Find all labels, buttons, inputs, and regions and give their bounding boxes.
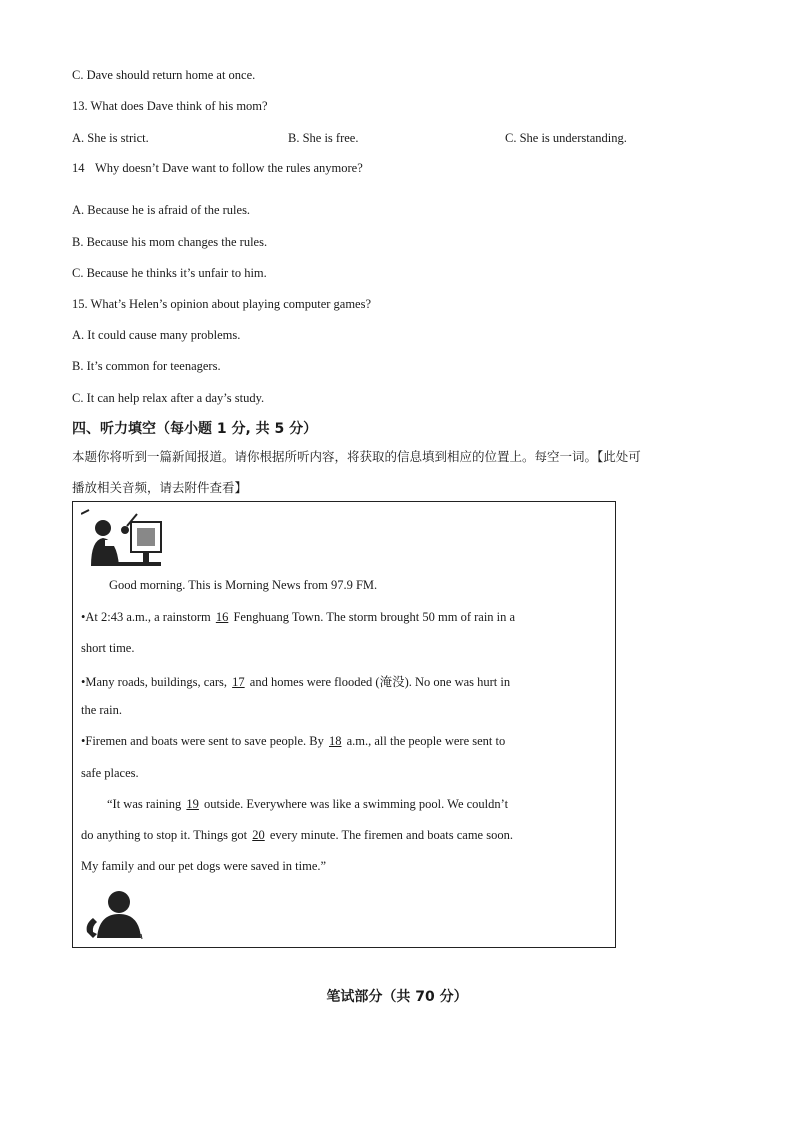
q13-option-c: C. She is understanding.	[505, 131, 627, 145]
q13-stem: 13. What does Dave think of his mom?	[72, 99, 268, 113]
blank-19: 19	[186, 797, 199, 811]
q14-option-c: C. Because he thinks it’s unfair to him.	[72, 266, 267, 280]
quote-line-2: do anything to stop it. Things got 20 every minute. The firemen and boats came soon.	[81, 828, 513, 842]
q14-stem: Why doesn’t Dave want to follow the rules anymore?	[95, 161, 363, 175]
radio-host-icon	[81, 508, 163, 570]
blank-18: 18	[328, 734, 342, 748]
news-item-1: •At 2:43 a.m., a rainstorm 16 Fenghuang Town. The storm brought 50 mm of rain in a	[81, 610, 516, 624]
q15-option-c: C. It can help relax after a day’s study.	[72, 391, 265, 405]
quote-line-3: My family and our pet dogs were saved in time.”	[81, 859, 327, 873]
blank-20: 20	[252, 828, 265, 842]
phone-caller-icon	[83, 888, 143, 940]
q14-option-b: B. Because his mom changes the rules.	[72, 235, 268, 249]
news-item-2: •Many roads, buildings, cars, 17 and homes were flooded (淹没). No one was hurt in	[81, 675, 511, 689]
q12-option-c: C. Dave should return home at once.	[72, 68, 256, 82]
news-item-3-cont: safe places.	[81, 766, 139, 780]
section-instruction-line2: 播放相关音频，请去附件查看】	[72, 480, 248, 495]
section-instruction-line1: 本题你将听到一篇新闻报道。请你根据所听内容，将获取的信息填到相应的位置上。每空一词。【此处可	[72, 449, 641, 464]
q15-option-a: A. It could cause many problems.	[72, 328, 241, 342]
news-item-2-cont: the rain.	[81, 703, 122, 717]
news-intro: Good morning. This is Morning News from 97.9 FM.	[109, 578, 378, 592]
q14-number: 14	[72, 161, 85, 175]
news-report-box	[72, 501, 616, 948]
news-item-3: •Firemen and boats were sent to save people. By 18 a.m., all the people were sent to	[81, 734, 506, 748]
q13-option-b: B. She is free.	[288, 131, 359, 145]
blank-16: 16	[215, 610, 229, 624]
q13-option-a: A. She is strict.	[72, 131, 149, 145]
blank-17: 17	[232, 675, 245, 689]
q15-stem: 15. What’s Helen’s opinion about playing computer games?	[72, 297, 372, 311]
news-item-1-cont: short time.	[81, 641, 135, 655]
quote-line-1: “It was raining 19 outside. Everywhere was like a swimming pool. We couldn’t	[107, 797, 509, 811]
section-heading: 四、听力填空（每小题 1 分, 共 5 分）	[72, 421, 318, 437]
written-part-heading: 笔试部分（共 70 分）	[326, 989, 468, 1005]
q14-option-a: A. Because he is afraid of the rules.	[72, 203, 251, 217]
q15-option-b: B. It’s common for teenagers.	[72, 359, 221, 373]
